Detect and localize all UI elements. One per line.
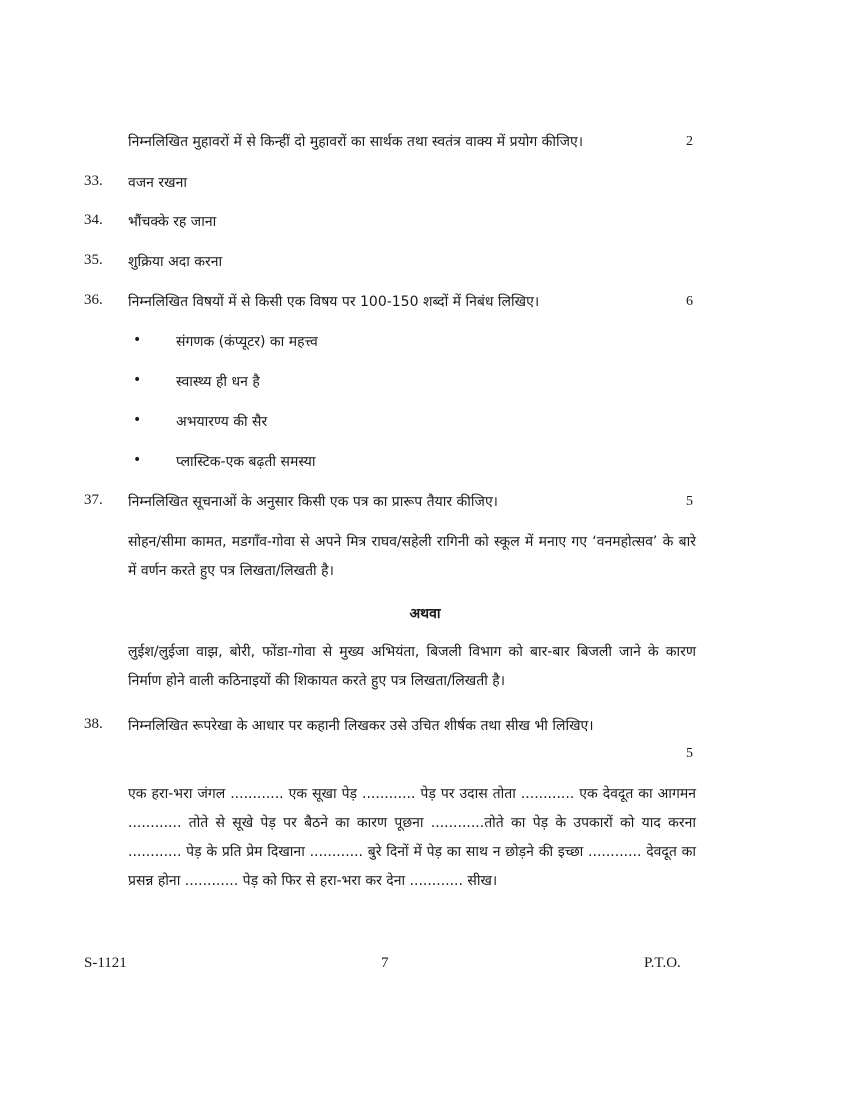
essay-topic-2: स्वास्थ्य ही धन है — [176, 374, 260, 390]
question-38-number: 38. — [84, 716, 103, 732]
question-36-number: 36. — [84, 292, 103, 308]
question-35-number: 35. — [84, 252, 103, 268]
question-34-number: 34. — [84, 212, 103, 228]
question-intro-marks: 2 — [686, 134, 693, 149]
bullet-icon: • — [133, 412, 142, 428]
question-33-number: 33. — [84, 173, 103, 189]
footer-paper-code: S-1121 — [84, 955, 127, 971]
question-37-text: निम्नलिखित सूचनाओं के अनुसार किसी एक पत्र का प्रारूप तैयार कीजिए। — [128, 494, 498, 510]
footer-page-number: 7 — [381, 955, 389, 971]
question-38-marks: 5 — [686, 746, 693, 761]
essay-topic-3: अभयारण्य की सैर — [176, 414, 268, 430]
story-outline: एक हरा-भरा जंगल ............ एक सूखा पेड़ ............ पेड़ पर उदास तोता ............ एक देवदूत का आगमन ............ तोते से सूखे पेड़ पर बैठने का कारण पूछना ............तोते का पेड़ के उपकारों को याद करना ............ पेड़ के प्रति प्रेम दिखाना ............ बुरे दिनों में पेड़ का साथ न छोड़ने की इच्छा ............ देवदूत का प्रसन्न होना ............ पेड़ को फिर से हरा-भरा कर देना ............ सीख। — [128, 786, 696, 889]
essay-topic-1: संगणक (कंप्यूटर) का महत्त्व — [176, 334, 318, 350]
question-intro-text: निम्नलिखित मुहावरों में से किन्हीं दो मुहावरों का सार्थक तथा स्वतंत्र वाक्य में प्रयोग कीजिए। — [128, 134, 584, 150]
bullet-icon: • — [133, 372, 142, 388]
question-36-marks: 6 — [686, 294, 693, 309]
question-34-text: भौंचक्के रह जाना — [128, 214, 217, 230]
question-35-text: शुक्रिया अदा करना — [128, 254, 223, 270]
question-37-marks: 5 — [686, 494, 693, 509]
question-37-number: 37. — [84, 492, 103, 508]
essay-topic-4: प्लास्टिक-एक बढ़ती समस्या — [176, 454, 316, 470]
footer-pto: P.T.O. — [644, 955, 681, 971]
letter-option-1: सोहन/सीमा कामत, मडगाँव-गोवा से अपने मित्र राघव/सहेली रागिनी को स्कूल में मनाए गए ‘वनमहोत्सव’ के बारे में वर्णन करते हुए पत्र लिखता/लिखती है। — [128, 534, 696, 579]
question-36-text: निम्नलिखित विषयों में से किसी एक विषय पर 100-150 शब्दों में निबंध लिखिए। — [128, 294, 540, 310]
question-38-text: निम्नलिखित रूपरेखा के आधार पर कहानी लिखकर उसे उचित शीर्षक तथा सीख भी लिखिए। — [128, 718, 594, 734]
bullet-icon: • — [133, 452, 142, 468]
or-separator: अथवा — [409, 606, 441, 622]
question-33-text: वजन रखना — [128, 175, 187, 191]
bullet-icon: • — [133, 332, 142, 348]
letter-option-2: लुईश/लुईजा वाझ, बोरी, फोंडा-गोवा से मुख्य अभियंता, बिजली विभाग को बार-बार बिजली जाने के कारण निर्माण होने वाली कठिनाइयों की शिकायत करते हुए पत्र लिखता/लिखती है। — [128, 644, 696, 689]
